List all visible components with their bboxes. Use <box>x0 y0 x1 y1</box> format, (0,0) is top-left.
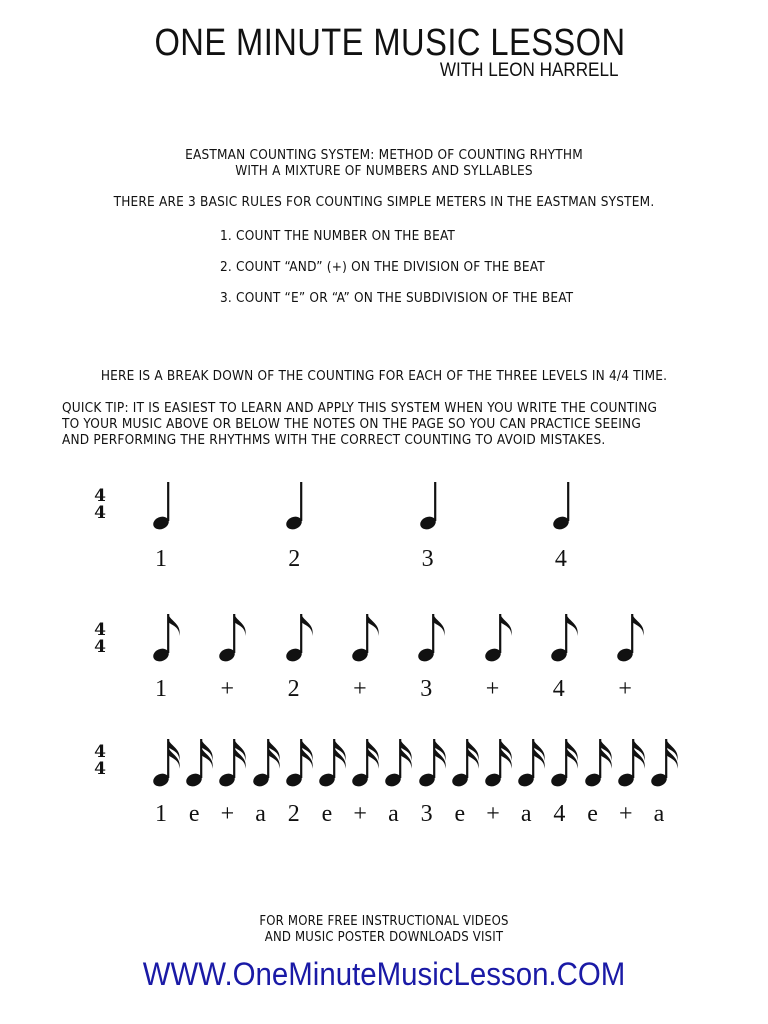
breakdown-text: HERE IS A BREAK DOWN OF THE COUNTING FOR EACH OF THE THREE LEVELS IN 4/4 TIME. <box>100 368 668 384</box>
count-label: a <box>520 801 532 827</box>
page-title: ONE MINUTE MUSIC LESSON <box>154 22 626 64</box>
time-signature-bottom: 4 <box>94 759 106 779</box>
time-signature-top: 4 <box>94 620 106 640</box>
time-signature-bottom: 4 <box>94 503 106 523</box>
count-label: 3 <box>421 546 434 572</box>
count-label: 2 <box>287 801 300 827</box>
count-label: + <box>353 676 367 702</box>
footer-text <box>0 914 768 946</box>
count-label: 3 <box>420 801 433 827</box>
count-label: 2 <box>287 676 300 702</box>
count-label: + <box>485 676 500 702</box>
time-signature <box>90 622 110 656</box>
count-label: 1 <box>155 676 167 702</box>
sixteenth-note-icon <box>216 735 250 787</box>
intro-line-1: EASTMAN COUNTING SYSTEM: METHOD OF COUNTING RHYTHM <box>185 147 583 163</box>
count-label: + <box>486 801 500 827</box>
count-label: 4 <box>553 801 566 827</box>
sixteenth-note-icon <box>482 735 516 787</box>
count-label: a <box>255 801 266 827</box>
quarter-note-icon <box>150 478 184 530</box>
count-label: 3 <box>420 676 433 702</box>
page-subtitle: WITH LEON HARRELL <box>439 60 618 81</box>
count-label: 1 <box>155 801 167 827</box>
sixteenth-note-icon <box>582 735 616 787</box>
sixteenth-note-icon <box>548 735 582 787</box>
count-label: 1 <box>155 546 167 572</box>
quick-tip <box>62 400 712 448</box>
count-label: 4 <box>554 546 567 572</box>
eighth-note-icon <box>548 610 582 662</box>
rule-item-2: 2. COUNT “AND” (+) ON THE DIVISION OF THE BEAT <box>220 259 545 275</box>
sixteenth-note-icon <box>349 735 383 787</box>
sixteenth-note-icon <box>615 735 649 787</box>
eighth-note-icon <box>150 610 184 662</box>
sixteenth-note-icon <box>250 735 284 787</box>
rules-heading: THERE ARE 3 BASIC RULES FOR COUNTING SIMPLE METERS IN THE EASTMAN SYSTEM. <box>113 194 655 210</box>
count-label: + <box>619 801 633 827</box>
footer-line-1: FOR MORE FREE INSTRUCTIONAL VIDEOS <box>259 914 509 929</box>
count-label: e <box>587 801 598 827</box>
count-label: + <box>353 801 367 827</box>
sixteenth-note-icon <box>449 735 483 787</box>
eighth-note-icon <box>482 610 516 662</box>
count-label: a <box>388 801 399 827</box>
sixteenth-note-icon <box>382 735 416 787</box>
rule-item-1: 1. COUNT THE NUMBER ON THE BEAT <box>220 228 456 244</box>
quick-tip-line: QUICK TIP: IT IS EASIEST TO LEARN AND APPLY THIS SYSTEM WHEN YOU WRITE THE COUNTING <box>62 400 658 416</box>
eighth-note-icon <box>349 610 383 662</box>
count-label: e <box>454 801 466 827</box>
eighth-note-icon <box>614 610 648 662</box>
footer-line-2: AND MUSIC POSTER DOWNLOADS VISIT <box>264 930 504 945</box>
quarter-note-icon <box>417 478 451 530</box>
time-signature-top: 4 <box>94 486 106 506</box>
sixteenth-note-icon <box>183 735 217 787</box>
sixteenth-note-icon <box>283 735 317 787</box>
quick-tip-line: AND PERFORMING THE RHYTHMS WITH THE CORRECT COUNTING TO AVOID MISTAKES. <box>62 432 606 448</box>
rule-item-3: 3. COUNT “E” OR “A” ON THE SUBDIVISION OF THE BEAT <box>220 290 574 306</box>
time-signature <box>90 488 110 522</box>
eighth-note-icon <box>415 610 449 662</box>
website-link[interactable]: WWW.OneMinuteMusicLesson.COM <box>142 956 626 992</box>
quarter-note-icon <box>283 478 317 530</box>
sixteenth-note-icon <box>648 735 682 787</box>
sixteenth-note-icon <box>515 735 549 787</box>
quick-tip-line: TO YOUR MUSIC ABOVE OR BELOW THE NOTES ON THE PAGE SO YOU CAN PRACTICE SEEING <box>62 416 641 432</box>
count-label: e <box>188 801 200 827</box>
count-label: + <box>618 676 632 702</box>
time-signature-top: 4 <box>94 742 106 762</box>
sixteenth-note-icon <box>316 735 350 787</box>
quarter-note-icon <box>550 478 584 530</box>
eighth-note-icon <box>283 610 317 662</box>
count-label: 4 <box>552 676 565 702</box>
count-label: a <box>653 801 665 827</box>
intro-line-2: WITH A MIXTURE OF NUMBERS AND SYLLABLES <box>235 163 533 179</box>
time-signature-bottom: 4 <box>94 637 106 657</box>
sixteenth-note-icon <box>150 735 184 787</box>
time-signature <box>90 744 110 778</box>
count-label: 2 <box>288 546 301 572</box>
eighth-note-icon <box>216 610 250 662</box>
count-label: + <box>220 801 235 827</box>
count-label: e <box>321 801 333 827</box>
sixteenth-note-icon <box>416 735 450 787</box>
count-label: + <box>220 676 235 702</box>
